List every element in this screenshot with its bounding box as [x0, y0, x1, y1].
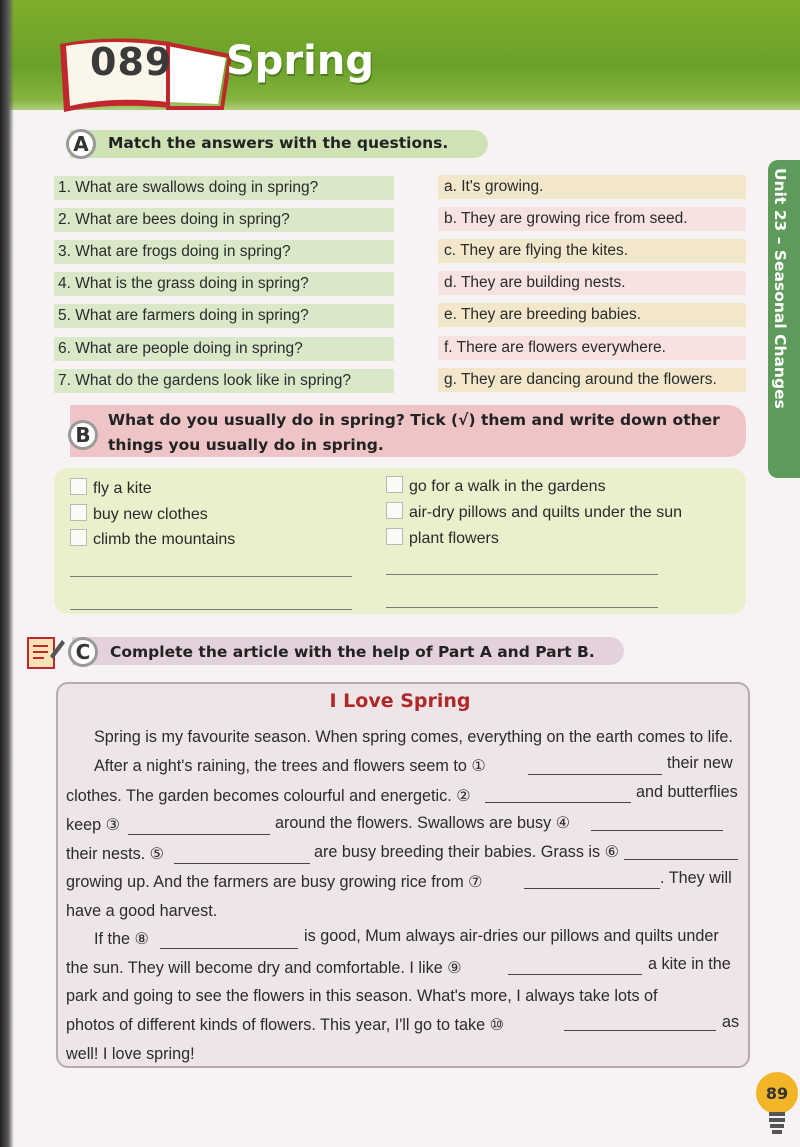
bulb-base-icon: [767, 1112, 787, 1136]
section-b-badge: B: [68, 420, 98, 450]
article-line: keep ③: [66, 816, 121, 834]
answer-f: f. There are flowers everywhere.: [438, 336, 746, 360]
unit-number: 089: [90, 40, 173, 84]
question-2: 2. What are bees doing in spring?: [54, 208, 394, 232]
article-line: Spring is my favourite season. When spring comes, everything on the earth comes to life.: [94, 728, 733, 746]
blank-6[interactable]: [624, 843, 738, 860]
tick-item-buy-clothes[interactable]: buy new clothes: [70, 504, 208, 525]
write-line[interactable]: [70, 576, 352, 577]
article-line: around the flowers. Swallows are busy ④: [275, 814, 571, 832]
article-line: well! I love spring!: [66, 1045, 195, 1063]
blank-1[interactable]: [528, 758, 662, 775]
article-line: as: [722, 1013, 740, 1031]
write-line[interactable]: [386, 574, 658, 575]
section-b-instruction-line2: things you usually do in spring.: [108, 436, 384, 454]
checkbox[interactable]: [386, 476, 403, 493]
article-title: I Love Spring: [329, 690, 471, 712]
page-number-bulb: [756, 1072, 798, 1114]
answer-a: a. It's growing.: [438, 175, 746, 199]
blank-7[interactable]: [524, 872, 660, 889]
section-a-badge: A: [66, 129, 96, 159]
blank-10[interactable]: [564, 1014, 716, 1031]
article-line: have a good harvest.: [66, 902, 218, 920]
blank-9[interactable]: [508, 958, 642, 975]
blank-4[interactable]: [591, 814, 723, 831]
article-line: a kite in the: [648, 955, 731, 973]
checkbox[interactable]: [70, 529, 87, 546]
article-line: their nests. ⑤: [66, 845, 165, 863]
answer-g: g. They are dancing around the flowers.: [438, 368, 746, 392]
question-1: 1. What are swallows doing in spring?: [54, 176, 394, 200]
article-line: are busy breeding their babies. Grass is ⑥: [314, 843, 620, 861]
write-line[interactable]: [386, 607, 658, 608]
blank-3[interactable]: [128, 818, 270, 835]
article-line: . They will: [660, 869, 732, 887]
blank-8[interactable]: [160, 932, 298, 949]
article-line: their new: [667, 754, 733, 772]
page-spine-shadow: [0, 0, 14, 1147]
article-line: photos of different kinds of flowers. This year, I'll go to take ⑩: [66, 1016, 505, 1034]
checkbox[interactable]: [70, 478, 87, 495]
answer-c: c. They are flying the kites.: [438, 239, 746, 263]
question-4: 4. What is the grass doing in spring?: [54, 272, 394, 296]
article-line: and butterflies: [636, 783, 738, 801]
question-7: 7. What do the gardens look like in spring?: [54, 369, 394, 393]
section-a-instruction: Match the answers with the questions.: [108, 134, 449, 152]
tick-item-climb-mountains[interactable]: climb the mountains: [70, 529, 235, 550]
article-line: growing up. And the farmers are busy growing rice from ⑦: [66, 873, 483, 891]
checkbox[interactable]: [386, 502, 403, 519]
tick-item-air-dry[interactable]: air-dry pillows and quilts under the sun: [386, 502, 682, 523]
article-line: is good, Mum always air-dries our pillows and quilts under: [304, 927, 719, 945]
article-line: the sun. They will become dry and comfortable. I like ⑨: [66, 959, 462, 977]
blank-5[interactable]: [174, 847, 310, 864]
article-line: After a night's raining, the trees and flowers seem to ①: [94, 757, 486, 775]
tick-item-fly-kite[interactable]: fly a kite: [70, 478, 152, 499]
answer-e: e. They are breeding babies.: [438, 303, 746, 327]
article-line: clothes. The garden becomes colourful and energetic. ②: [66, 787, 471, 805]
question-3: 3. What are frogs doing in spring?: [54, 240, 394, 264]
section-b-instruction-line1: What do you usually do in spring? Tick (√) them and write down other: [108, 411, 720, 429]
page-title: Spring: [226, 38, 374, 84]
question-6: 6. What are people doing in spring?: [54, 337, 394, 361]
checkbox[interactable]: [70, 504, 87, 521]
write-line[interactable]: [70, 609, 352, 610]
writing-pencil-icon: [26, 634, 66, 672]
article-line: park and going to see the flowers in this season. What's more, I always take lots of: [66, 987, 658, 1005]
page-number: 89: [765, 1083, 789, 1103]
checkbox[interactable]: [386, 528, 403, 545]
answer-b: b. They are growing rice from seed.: [438, 207, 746, 231]
unit-side-tab: [768, 160, 800, 478]
article-line: If the ⑧: [94, 930, 150, 948]
blank-2[interactable]: [485, 786, 631, 803]
tick-item-plant-flowers[interactable]: plant flowers: [386, 528, 499, 549]
question-5: 5. What are farmers doing in spring?: [54, 304, 394, 328]
unit-side-tab-label: Unit 23 – Seasonal Changes: [771, 168, 789, 409]
section-c-badge: C: [68, 637, 98, 667]
section-c-instruction: Complete the article with the help of Part A and Part B.: [110, 643, 595, 661]
answer-d: d. They are building nests.: [438, 271, 746, 295]
tick-item-walk-gardens[interactable]: go for a walk in the gardens: [386, 476, 606, 497]
